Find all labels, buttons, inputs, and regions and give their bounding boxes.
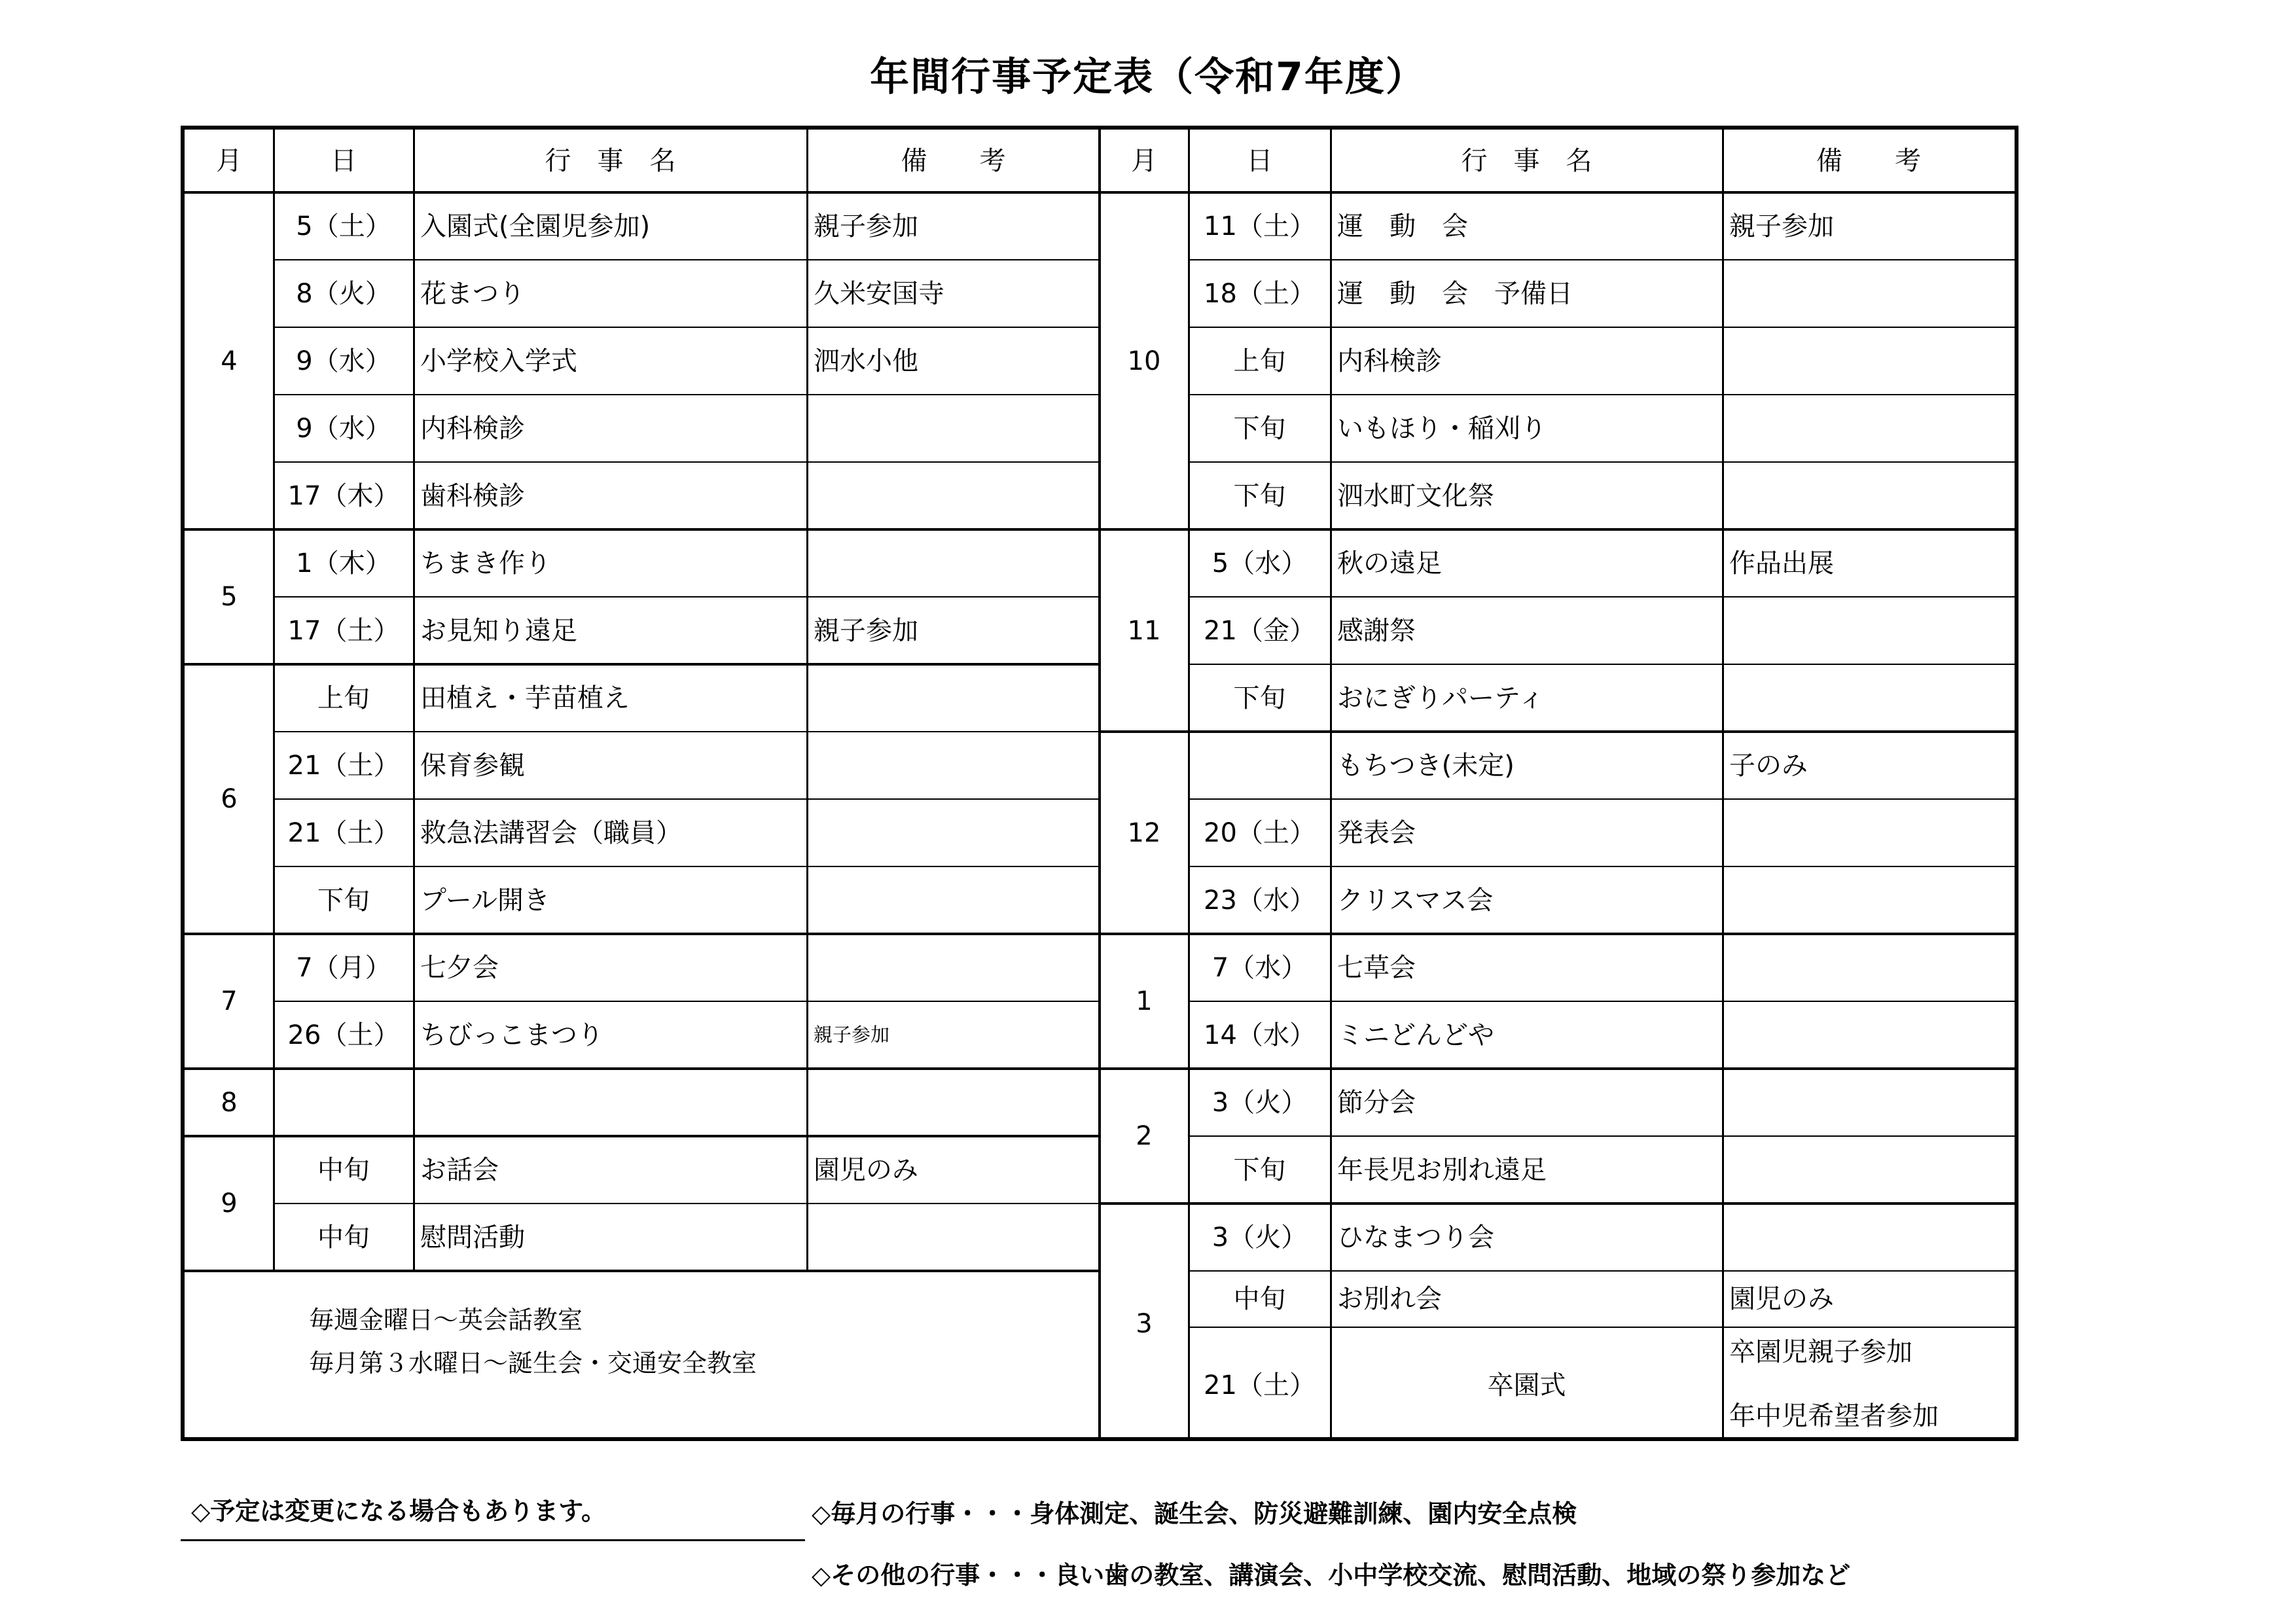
right-header-event: 行 事 名 [1461, 146, 1592, 176]
event-name: 年長児お別れ遠足 [1337, 1154, 1547, 1185]
event-remarks [1723, 799, 2015, 866]
event-remarks: 子のみ [1729, 750, 1808, 781]
event-name: お別れ会 [1337, 1284, 1442, 1314]
event-date: 7（水） [1211, 952, 1308, 983]
event-date: 11（土） [1204, 211, 1316, 241]
center-divider [1098, 130, 1101, 1437]
left-month-7: 7 [221, 986, 238, 1016]
event-remarks: 親子参加 [1729, 211, 1834, 241]
event-remarks [807, 1204, 1100, 1271]
event-remarks [807, 529, 1100, 597]
event-name: 七夕会 [420, 952, 499, 983]
event-remarks [807, 664, 1100, 732]
event-remarks [1723, 260, 2015, 327]
left-header-event: 行 事 名 [545, 146, 676, 176]
event-name: ちびっこまつり [420, 1020, 603, 1050]
event-date: 21（土） [287, 750, 400, 781]
event-name: お話会 [420, 1154, 499, 1185]
event-date: 18（土） [1204, 278, 1316, 309]
event-name: 発表会 [1337, 817, 1416, 848]
schedule-table [181, 126, 2018, 1441]
event-name: プール開き [420, 885, 550, 916]
right-header-month: 月 [1131, 146, 1157, 176]
event-date: 下旬 [1233, 413, 1286, 444]
event-remarks [1723, 462, 2015, 529]
right-col-line-remarks [1722, 130, 1724, 1437]
event-remarks [807, 395, 1100, 462]
event-remarks [807, 462, 1100, 529]
event-date: 上旬 [1233, 346, 1286, 376]
event-remarks: 泗水小他 [814, 346, 918, 376]
recurring-note: 毎月第３水曜日～誕生会・交通安全教室 [309, 1349, 757, 1378]
event-remarks-secondary: 年中児希望者参加 [1729, 1401, 1939, 1431]
left-header-remarks: 備 考 [901, 146, 1006, 176]
event-remarks: 園児のみ [814, 1154, 918, 1185]
left-month-8: 8 [221, 1087, 238, 1118]
event-date: 21（金） [1204, 615, 1316, 646]
event-remarks [1723, 327, 2015, 395]
event-date [274, 1069, 414, 1136]
left-header-month: 月 [216, 146, 242, 176]
right-col-line-day [1188, 130, 1190, 1437]
event-name: 慰問活動 [420, 1222, 525, 1253]
event-date: 中旬 [317, 1154, 370, 1185]
event-name: 保育参観 [420, 750, 525, 781]
event-name: 花まつり [420, 278, 525, 309]
event-remarks [1723, 934, 2015, 1001]
event-date: 14（水） [1204, 1020, 1316, 1050]
event-date: 7（月） [296, 952, 391, 983]
right-header-day: 日 [1246, 146, 1273, 176]
event-name: クリスマス会 [1337, 885, 1494, 916]
event-remarks: 久米安国寺 [814, 278, 944, 309]
right-month-2: 2 [1136, 1121, 1153, 1151]
right-header-remarks: 備 考 [1816, 146, 1921, 176]
left-header-day: 日 [331, 146, 357, 176]
event-name: 七草会 [1337, 952, 1416, 983]
event-name: いもほり・稲刈り [1337, 413, 1547, 444]
event-name: 小学校入学式 [420, 346, 577, 376]
event-date: 9（水） [296, 346, 391, 376]
event-remarks: 園児のみ [1729, 1284, 1834, 1314]
event-name: 入園式(全園児参加) [420, 211, 651, 241]
event-date [1189, 732, 1331, 799]
event-date: 5（水） [1211, 548, 1308, 579]
event-date: 8（火） [296, 278, 391, 309]
right-month-1: 1 [1136, 986, 1153, 1016]
event-remarks [1723, 664, 2015, 732]
event-name: 運 動 会 [1337, 211, 1468, 241]
event-remarks [1723, 866, 2015, 934]
left-col-line-day [273, 130, 275, 1271]
event-name: 内科検診 [1337, 346, 1442, 376]
event-date: 3（火） [1211, 1222, 1308, 1253]
event-name: 救急法講習会（職員） [420, 817, 682, 848]
event-remarks [1723, 1001, 2015, 1069]
event-name: 泗水町文化祭 [1337, 480, 1494, 511]
event-name: 運 動 会 予備日 [1337, 278, 1573, 309]
event-date: 26（土） [287, 1020, 400, 1050]
event-date: 下旬 [1233, 480, 1286, 511]
event-remarks: 卒園児親子参加 [1729, 1337, 1912, 1367]
event-remarks: 作品出展 [1729, 548, 1834, 579]
right-month-10: 10 [1127, 346, 1161, 376]
footer-monthly-events: ◇毎月の行事・・・身体測定、誕生会、防災避難訓練、園内安全点検 [812, 1499, 1577, 1528]
left-month-9: 9 [221, 1188, 238, 1219]
event-date: 上旬 [317, 683, 370, 713]
event-name: おにぎりパーティ [1337, 683, 1545, 713]
event-date: 下旬 [1233, 683, 1286, 713]
event-remarks [807, 866, 1100, 934]
event-date: 下旬 [317, 885, 370, 916]
event-name: 節分会 [1337, 1087, 1416, 1118]
event-name [414, 1069, 807, 1136]
event-name: もちつき(未定) [1337, 750, 1515, 781]
event-date: 17（土） [287, 615, 400, 646]
footer-note: ◇予定は変更になる場合もあります。 [191, 1497, 607, 1525]
event-remarks [1723, 597, 2015, 664]
event-remarks [807, 1069, 1100, 1136]
event-remarks [1723, 1136, 2015, 1204]
event-remarks [1723, 1204, 2015, 1271]
event-name: 感謝祭 [1337, 615, 1416, 646]
right-month-12: 12 [1127, 817, 1161, 848]
left-month-5: 5 [221, 582, 238, 612]
event-remarks: 親子参加 [814, 615, 918, 646]
event-name: ミニどんどや [1337, 1020, 1494, 1050]
recurring-note: 毎週金曜日～英会話教室 [309, 1306, 583, 1334]
left-month-4: 4 [221, 346, 238, 376]
event-date: 23（水） [1204, 885, 1316, 916]
event-date: 21（土） [1204, 1370, 1316, 1400]
event-remarks: 親子参加 [814, 211, 918, 241]
footer-underline [181, 1539, 805, 1541]
event-remarks [807, 799, 1100, 866]
right-month-11: 11 [1127, 615, 1161, 646]
left-col-line-remarks [806, 130, 808, 1271]
event-name: 内科検診 [420, 413, 525, 444]
month-divider [185, 1270, 1100, 1272]
event-date: 1（木） [296, 548, 391, 579]
page-title: 年間行事予定表（令和7年度） [870, 54, 1426, 100]
event-date: 中旬 [317, 1222, 370, 1253]
event-date: 17（木） [287, 480, 400, 511]
event-name: 秋の遠足 [1337, 548, 1442, 579]
event-date: 5（土） [296, 211, 391, 241]
event-name: 田植え・芋苗植え [420, 683, 630, 713]
event-remarks [1723, 395, 2015, 462]
event-remarks [807, 732, 1100, 799]
event-remarks [1723, 1069, 2015, 1136]
event-name: ひなまつり会 [1337, 1222, 1494, 1253]
event-name: 歯科検診 [420, 480, 525, 511]
event-name: ちまき作り [420, 548, 551, 579]
left-col-line-event [413, 130, 415, 1271]
event-date: 3（火） [1211, 1087, 1308, 1118]
event-remarks: 親子参加 [814, 1024, 890, 1046]
right-month-3: 3 [1136, 1308, 1153, 1339]
left-month-6: 6 [221, 784, 238, 814]
event-date: 中旬 [1233, 1284, 1286, 1314]
event-name: お見知り遠足 [420, 615, 577, 646]
event-date: 下旬 [1233, 1154, 1286, 1185]
notes-box [309, 1298, 757, 1385]
event-name: 卒園式 [1487, 1370, 1566, 1400]
event-date: 21（土） [287, 817, 400, 848]
event-date: 20（土） [1204, 817, 1316, 848]
footer-other-events: ◇その他の行事・・・良い歯の教室、講演会、小中学校交流、慰問活動、地域の祭り参加など [812, 1561, 1851, 1590]
event-date: 9（水） [296, 413, 391, 444]
right-col-line-event [1330, 130, 1332, 1437]
event-remarks [807, 934, 1100, 1001]
